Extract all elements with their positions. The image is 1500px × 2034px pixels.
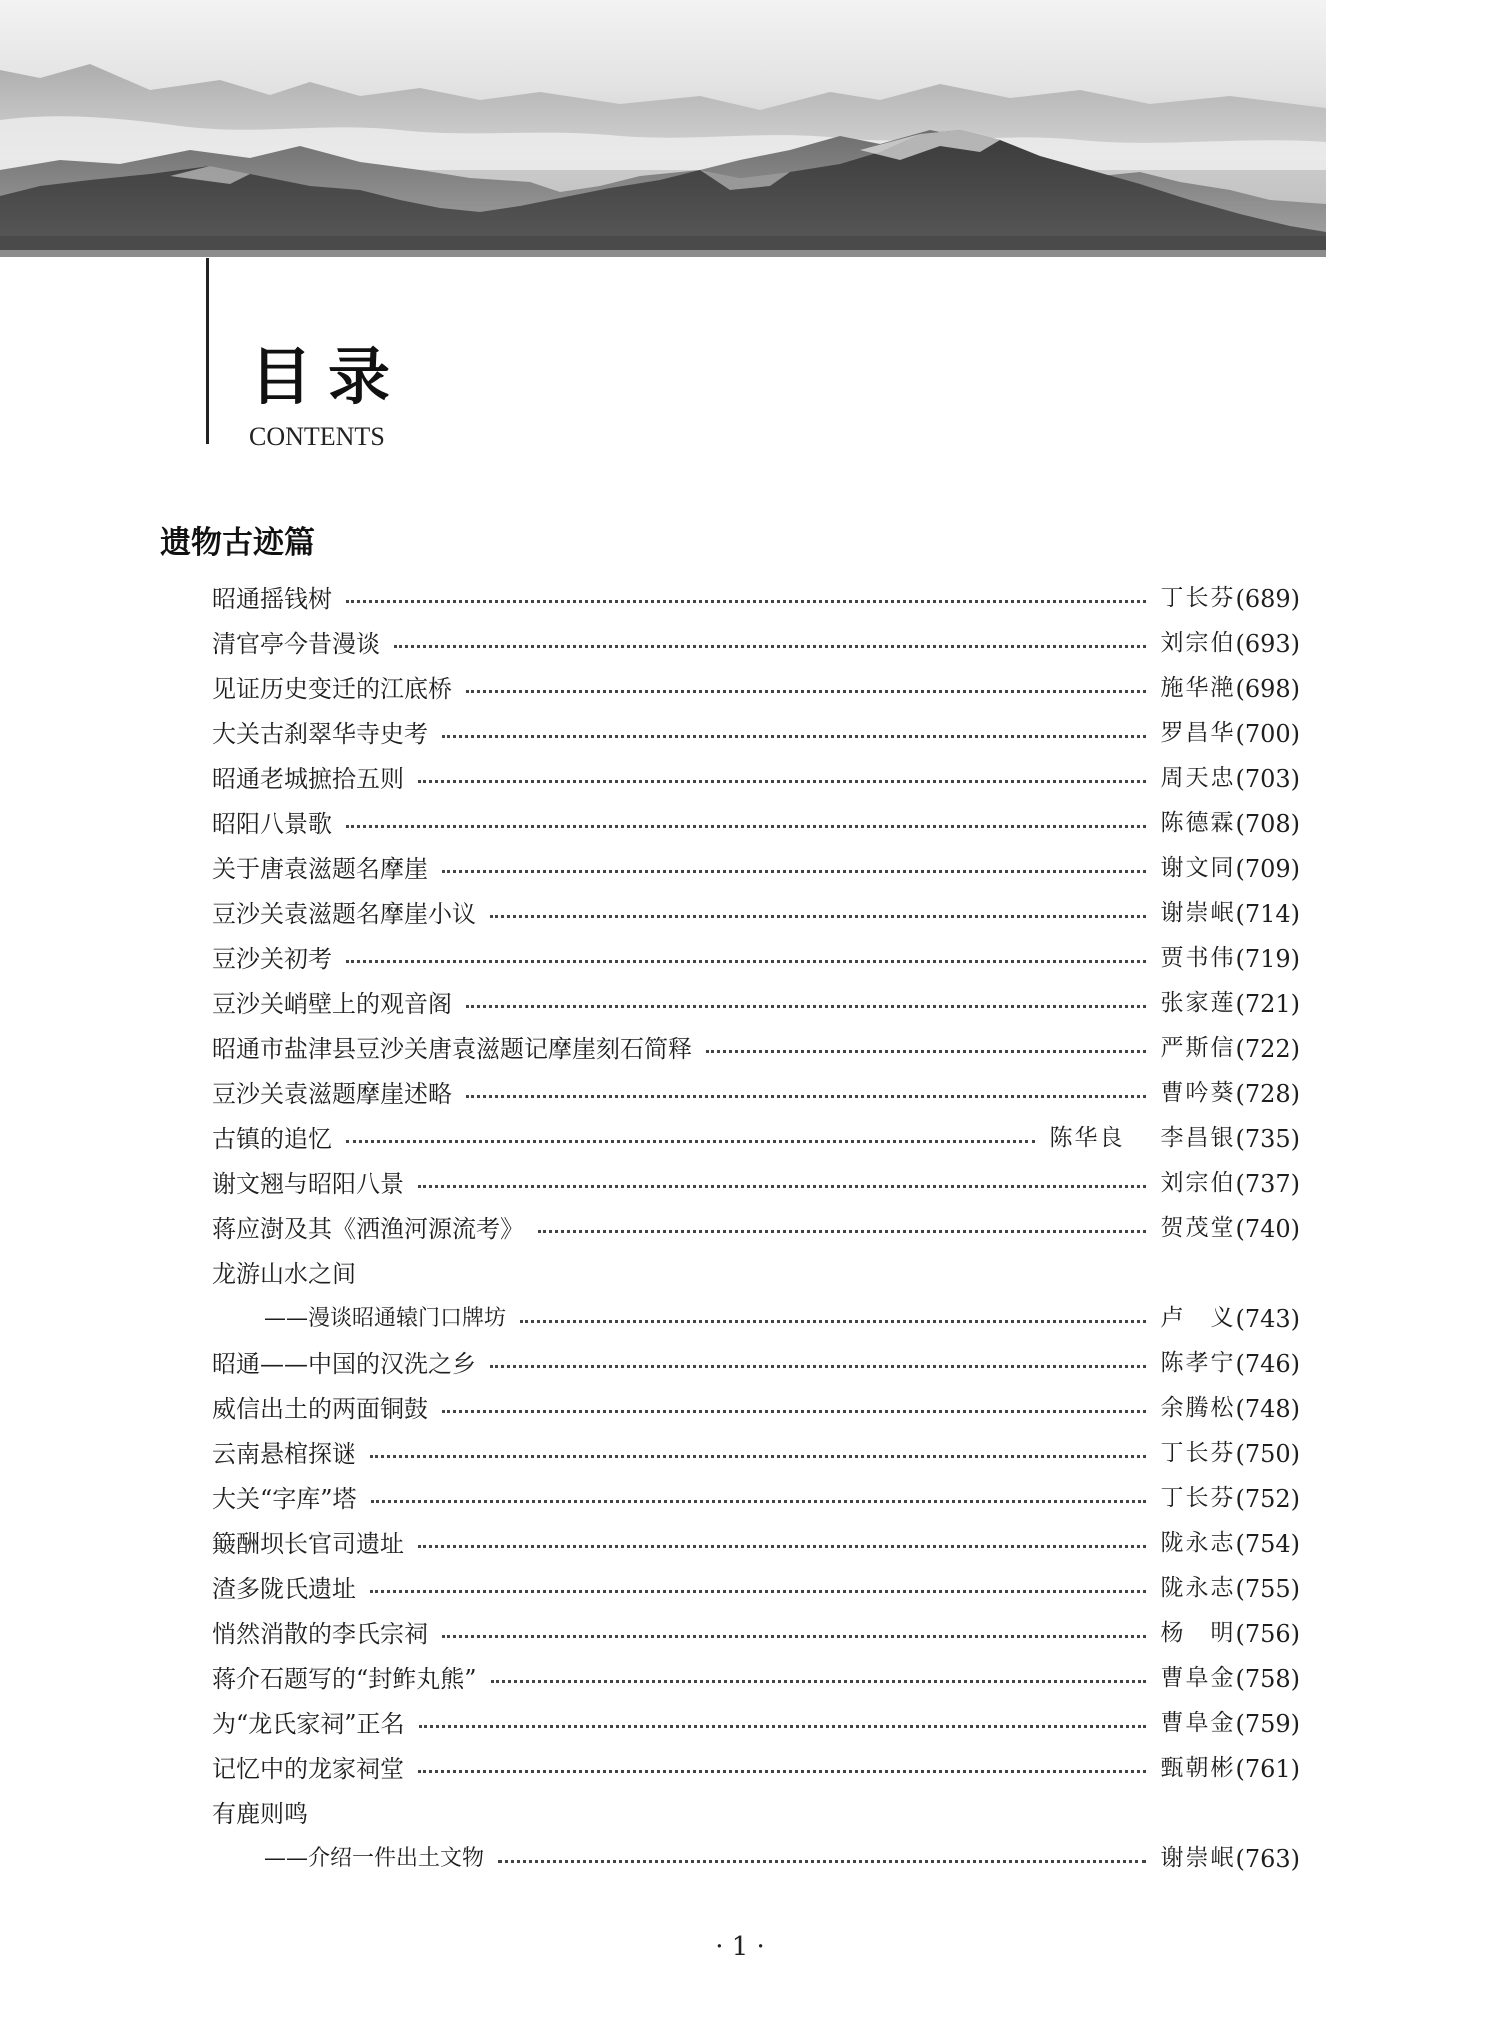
entry-title: 谢文翘与昭阳八景 [212,1169,404,1198]
toc-entry[interactable] [212,1116,1300,1161]
dot-leader [346,960,1146,963]
dot-leader [498,1860,1146,1863]
entry-author-name: 刘宗伯 [1160,630,1236,656]
entry-author [1160,1712,1235,1735]
toc-entry[interactable] [212,1701,1300,1746]
toc-entry[interactable] [212,756,1300,801]
toc-entry[interactable] [212,981,1300,1026]
entry-author [1160,767,1235,790]
dot-leader [442,1635,1146,1638]
entry-title: 簸酬坝长官司遗址 [212,1529,404,1558]
entry-author [1160,587,1235,610]
dot-leader [394,645,1146,648]
entry-author-name: 张家莲 [1160,990,1236,1016]
table-of-contents [212,576,1300,1881]
entry-author [1160,1442,1235,1465]
entry-author [1160,947,1235,970]
entry-title: 悄然消散的李氏宗祠 [212,1619,428,1648]
entry-author-name: 谢文同 [1160,855,1236,881]
entry-author-name: 丁长芬 [1160,585,1236,611]
mountain-landscape-illustration [0,0,1326,256]
banner-divider [0,250,1326,257]
entry-page-number: (728) [1235,1079,1300,1108]
entry-author-name: 陇永志 [1160,1575,1236,1601]
toc-entry[interactable] [212,666,1300,711]
entry-page-number: (689) [1235,584,1300,613]
entry-title: 龙游山水之间 [212,1259,356,1288]
entry-page-number: (740) [1235,1214,1300,1243]
entry-author [1160,812,1235,835]
entry-page-number: (700) [1235,719,1300,748]
toc-entry[interactable] [212,1431,1300,1476]
entry-author-name: 丁长芬 [1160,1440,1236,1466]
entry-title: 大关“字库”塔 [212,1484,357,1513]
entry-title: 见证历史变迁的江底桥 [212,674,452,703]
entry-page-number: (693) [1235,629,1300,658]
section-heading: 遗物古迹篇 [160,525,315,561]
entry-title: ——介绍一件出土文物 [264,1845,485,1871]
entry-page-number: (746) [1235,1349,1300,1378]
entry-page-number: (758) [1235,1664,1300,1693]
dot-leader [346,600,1146,603]
entry-title: 蒋介石题写的“封鲊丸熊” [212,1664,477,1693]
toc-entry[interactable] [212,1476,1300,1521]
dot-leader [490,915,1146,918]
dot-leader [466,690,1146,693]
entry-author-name: 曹阜金 [1160,1665,1236,1691]
entry-title: 大关古刹翠华寺史考 [212,719,428,748]
entry-author [1160,1082,1235,1105]
entry-author [1160,1667,1235,1690]
entry-page-number: (737) [1235,1169,1300,1198]
entry-title: 昭通——中国的汉洗之乡 [212,1349,476,1378]
toc-entry[interactable] [212,1161,1300,1206]
entry-title: 豆沙关袁滋题名摩崖小议 [212,899,476,928]
entry-author-name: 杨 明 [1160,1620,1236,1646]
page-subtitle: CONTENTS [249,422,385,451]
entry-author-name: 陈孝宁 [1160,1350,1236,1376]
entry-page-number: (761) [1235,1754,1300,1783]
entry-page-number: (763) [1235,1844,1300,1873]
entry-page-number: (755) [1235,1574,1300,1603]
entry-author [1049,1127,1235,1150]
toc-entry[interactable] [212,1656,1300,1701]
toc-entry[interactable] [212,1026,1300,1071]
entry-page-number: (719) [1235,944,1300,973]
dot-leader [370,1590,1146,1593]
entry-title: 威信出土的两面铜鼓 [212,1394,428,1423]
entry-title: 豆沙关峭壁上的观音阁 [212,989,452,1018]
entry-author [1160,1352,1235,1375]
entry-page-number: (756) [1235,1619,1300,1648]
title-vertical-rule [206,258,209,444]
entry-author [1160,857,1235,880]
toc-entry[interactable] [212,1071,1300,1116]
entry-page-number: (698) [1235,674,1300,703]
toc-entry[interactable] [212,891,1300,936]
entry-author-name: 曹吟葵 [1160,1080,1236,1106]
entry-author-name: 贺茂堂 [1160,1215,1236,1241]
dot-leader [419,1725,1147,1728]
entry-author-name: 谢崇岷 [1160,900,1236,926]
dot-leader [371,1500,1147,1503]
entry-author [1160,1847,1235,1870]
entry-author [1160,1307,1235,1330]
entry-page-number: (748) [1235,1394,1300,1423]
dot-leader [418,1770,1146,1773]
entry-title: 有鹿则鸣 [212,1799,308,1828]
dot-leader [442,870,1146,873]
entry-author [1160,992,1235,1015]
entry-author-name: 施华滟 [1160,675,1236,701]
entry-title: 古镇的追忆 [212,1124,332,1153]
entry-author [1160,1532,1235,1555]
entry-title: 关于唐袁滋题名摩崖 [212,854,428,883]
entry-author [1160,722,1235,745]
entry-author-name: 陈德霖 [1160,810,1236,836]
dot-leader [418,1185,1146,1188]
toc-entry[interactable] [212,801,1300,846]
entry-title: 豆沙关袁滋题摩崖述略 [212,1079,452,1108]
entry-page-number: (752) [1235,1484,1300,1513]
toc-entry[interactable] [212,1386,1300,1431]
entry-author [1160,1037,1235,1060]
dot-leader [706,1050,1146,1053]
dot-leader [491,1680,1147,1683]
entry-page-number: (759) [1235,1709,1300,1738]
dot-leader [346,1140,1035,1143]
dot-leader [442,1410,1146,1413]
dot-leader [346,825,1146,828]
entry-title: 昭通老城摭拾五则 [212,764,404,793]
toc-entry[interactable] [212,936,1300,981]
toc-entry[interactable] [212,1836,1300,1881]
entry-page-number: (750) [1235,1439,1300,1468]
entry-title: 昭通市盐津县豆沙关唐袁滋题记摩崖刻石简释 [212,1034,692,1063]
dot-leader [490,1365,1146,1368]
dot-leader [538,1230,1146,1233]
toc-entry[interactable] [212,1206,1300,1251]
entry-author-name: 谢崇岷 [1160,1845,1236,1871]
entry-author [1160,902,1235,925]
entry-page-number: (743) [1235,1304,1300,1333]
entry-author-name: 刘宗伯 [1160,1170,1236,1196]
toc-entry[interactable] [212,711,1300,756]
toc-entry[interactable] [212,1521,1300,1566]
entry-page-number: (721) [1235,989,1300,1018]
entry-author [1160,632,1235,655]
entry-author-name: 李昌银 [1160,1125,1236,1151]
entry-title: 昭通摇钱树 [212,584,332,613]
entry-author [1160,1622,1235,1645]
toc-entry[interactable] [212,1791,1300,1836]
entry-author-name: 罗昌华 [1160,720,1236,746]
dot-leader [370,1455,1146,1458]
toc-entry[interactable] [212,1251,1300,1296]
entry-author-name: 严斯信 [1160,1035,1236,1061]
entry-author-name: 陇永志 [1160,1530,1236,1556]
entry-author [1160,1397,1235,1420]
toc-entry[interactable] [212,1611,1300,1656]
entry-author [1160,1172,1235,1195]
entry-author-name: 贾书伟 [1160,945,1236,971]
entry-page-number: (708) [1235,809,1300,838]
entry-title: 豆沙关初考 [212,944,332,973]
entry-coauthor: 陈华良 [1049,1125,1125,1151]
entry-page-number: (754) [1235,1529,1300,1558]
entry-author [1160,1487,1235,1510]
entry-title: 渣多陇氏遗址 [212,1574,356,1603]
toc-entry[interactable] [212,1296,1300,1341]
entry-title: 蒋应澍及其《洒渔河源流考》 [212,1214,524,1243]
toc-entry[interactable] [212,1746,1300,1791]
entry-author-name: 曹阜金 [1160,1710,1236,1736]
toc-entry[interactable] [212,846,1300,891]
entry-author-name: 丁长芬 [1160,1485,1236,1511]
page-number: · 1 · [715,1932,765,1962]
entry-author-name: 甄朝彬 [1160,1755,1236,1781]
dot-leader [466,1005,1146,1008]
dot-leader [418,780,1146,783]
mountain-banner-image [0,0,1326,256]
toc-entry[interactable] [212,621,1300,666]
dot-leader [466,1095,1146,1098]
page-title: 目录 [250,340,407,413]
entry-author [1160,1757,1235,1780]
entry-author-name: 卢 义 [1160,1305,1236,1331]
entry-author-name: 余腾松 [1160,1395,1236,1421]
entry-title: 记忆中的龙家祠堂 [212,1754,404,1783]
entry-title: 昭阳八景歌 [212,809,332,838]
dot-leader [520,1320,1146,1323]
dot-leader [442,735,1146,738]
entry-title: 清官亭今昔漫谈 [212,629,380,658]
entry-title: 为“龙氏家祠”正名 [212,1709,405,1738]
entry-page-number: (709) [1235,854,1300,883]
entry-page-number: (703) [1235,764,1300,793]
entry-page-number: (735) [1235,1124,1300,1153]
entry-author [1160,677,1235,700]
entry-title: 云南悬棺探谜 [212,1439,356,1468]
entry-page-number: (714) [1235,899,1300,928]
entry-author [1160,1217,1235,1240]
toc-entry[interactable] [212,1341,1300,1386]
entry-title: ——漫谈昭通辕门口牌坊 [264,1305,507,1331]
entry-page-number: (722) [1235,1034,1300,1063]
entry-author [1160,1577,1235,1600]
dot-leader [418,1545,1146,1548]
entry-author-name: 周天忠 [1160,765,1236,791]
toc-entry[interactable] [212,576,1300,621]
toc-entry[interactable] [212,1566,1300,1611]
